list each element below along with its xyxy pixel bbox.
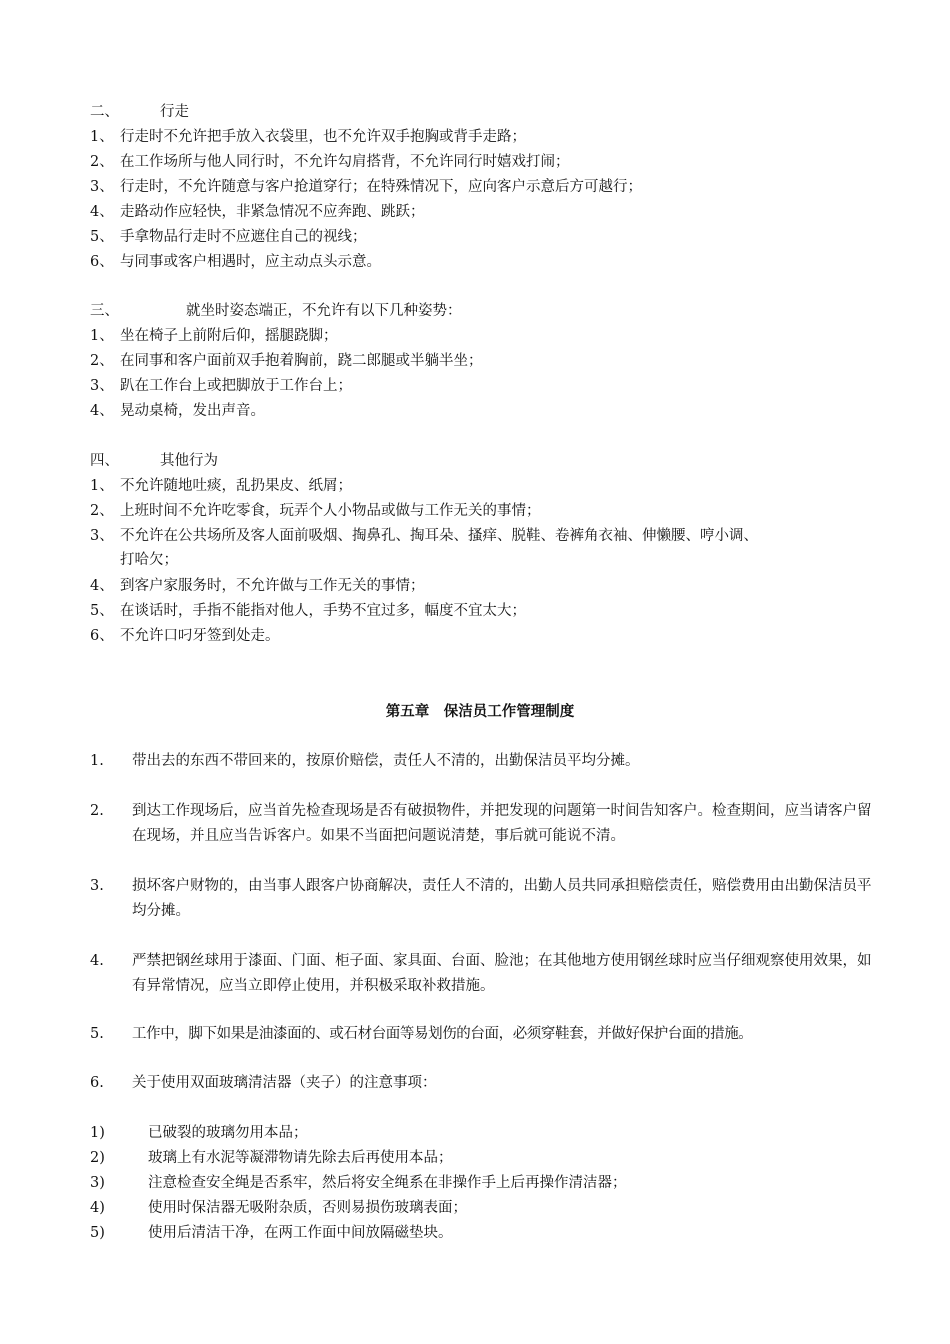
list-item: 3、 不允许在公共场所及客人面前吸烟、掏鼻孔、掏耳朵、搔痒、脱鞋、卷裤角衣袖、伸懒腰、哼小调、 打哈欠； bbox=[90, 528, 758, 568]
list-item: 2、 在同事和客户面前双手抱着胸前，跷二郎腿或半躺半坐； bbox=[90, 353, 483, 369]
section-2-heading bbox=[90, 100, 189, 124]
list-item: 3、 行走时，不允许随意与客户抢道穿行；在特殊情况下，应向客户示意后方可越行； bbox=[90, 179, 642, 195]
sub-item: 3) 注意检查安全绳是否系牢，然后将安全绳系在非操作手上后再操作清洁器； bbox=[90, 1175, 627, 1191]
list-item: 1、 坐在椅子上前附后仰，摇腿跷脚； bbox=[90, 328, 338, 344]
list-item: 6、 与同事或客户相遇时，应主动点头示意。 bbox=[90, 254, 381, 270]
list-item: 4、 走路动作应轻快，非紧急情况不应奔跑、跳跃； bbox=[90, 204, 425, 220]
rule-item: 4. 严禁把钢丝球用于漆面、门面、柜子面、家具面、台面、脸池；在其他地方使用钢丝球时应当仔细观察使用效果，如有异常情况，应当立即停止使用，并积极采取补救措施。 bbox=[90, 953, 872, 994]
list-item: 4、 到客户家服务时，不允许做与工作无关的事情； bbox=[90, 578, 425, 594]
sub-item: 1) 已破裂的玻璃勿用本品； bbox=[90, 1125, 308, 1141]
rule-item: 5. 工作中，脚下如果是油漆面的、或石材台面等易划伤的台面，必须穿鞋套，并做好保护台面的措施。 bbox=[90, 1026, 753, 1042]
rule-item: 1. 带出去的东西不带回来的，按原价赔偿，责任人不清的，出勤保洁员平均分摊。 bbox=[90, 753, 640, 769]
sub-item: 2) 玻璃上有水泥等凝滞物请先除去后再使用本品； bbox=[90, 1150, 453, 1166]
section-number: 四、 bbox=[90, 453, 119, 469]
chapter-title: 第五章 保洁员工作管理制度 bbox=[385, 704, 575, 720]
list-item: 1、 不允许随地吐痰，乱扔果皮、纸屑； bbox=[90, 478, 352, 494]
list-item: 1、 行走时不允许把手放入衣袋里，也不允许双手抱胸或背手走路； bbox=[90, 129, 526, 145]
list-item: 5、 手拿物品行走时不应遮住自己的视线； bbox=[90, 229, 367, 245]
rule-item: 6. 关于使用双面玻璃清洁器（夹子）的注意事项： bbox=[90, 1075, 437, 1091]
list-item: 5、 在谈话时，手指不能指对他人，手势不宜过多，幅度不宜太大； bbox=[90, 603, 526, 619]
section-title: 行走 bbox=[160, 104, 189, 120]
rule-item: 2. 到达工作现场后，应当首先检查现场是否有破损物件，并把发现的问题第一时间告知客户。检查期间，应当请客户留在现场，并且应当告诉客户。如果不当面把问题说清楚，事后就可能说不清。 bbox=[90, 803, 872, 844]
section-number: 三、 bbox=[90, 303, 119, 319]
rule-item: 3. 损坏客户财物的，由当事人跟客户协商解决，责任人不清的，出勤人员共同承担赔偿责任，赔偿费用由出勤保洁员平均分摊。 bbox=[90, 878, 872, 919]
section-title: 就坐时姿态端正，不允许有以下几种姿势： bbox=[186, 303, 462, 319]
section-3-heading bbox=[90, 299, 462, 323]
section-4-heading bbox=[90, 449, 218, 473]
list-item: 4、 晃动桌椅，发出声音。 bbox=[90, 403, 265, 419]
list-item: 2、 上班时间不允许吃零食，玩弄个人小物品或做与工作无关的事情； bbox=[90, 503, 541, 519]
list-item: 3、 趴在工作台上或把脚放于工作台上； bbox=[90, 378, 352, 394]
list-item: 6、 不允许口叼牙签到处走。 bbox=[90, 628, 280, 644]
section-number: 二、 bbox=[90, 104, 119, 120]
sub-item: 4) 使用时保洁器无吸附杂质，否则易损伤玻璃表面； bbox=[90, 1200, 467, 1216]
sub-item: 5) 使用后清洁干净，在两工作面中间放隔磁垫块。 bbox=[90, 1225, 453, 1241]
list-item: 2、 在工作场所与他人同行时，不允许勾肩搭背，不允许同行时嬉戏打闹； bbox=[90, 154, 570, 170]
section-title: 其他行为 bbox=[160, 453, 218, 469]
